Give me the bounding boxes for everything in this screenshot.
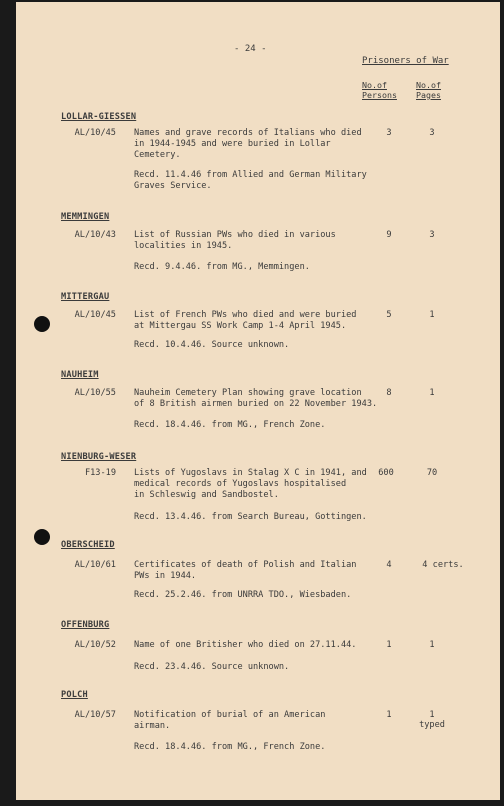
persons-count: 8: [386, 388, 392, 398]
section-heading: NIENBURG-WESER: [61, 452, 137, 462]
section-heading: NAUHEIM: [61, 370, 99, 380]
persons-count: 5: [386, 310, 392, 320]
pages-count: 1 typed: [419, 710, 445, 730]
received-note: Recd. 23.4.46. Source unknown.: [134, 662, 290, 672]
entry-description: Nauheim Cemetery Plan showing grave location of 8 British airmen buried on 22 November 1943.: [134, 388, 378, 409]
persons-count: 1: [386, 640, 392, 650]
entry-description: Lists of Yugoslavs in Stalag X C in 1941, and medical records of Yugoslavs hospitalised in Schleswig and Sandbostel.: [134, 468, 367, 500]
reference-number: F13-19: [84, 468, 116, 478]
reference-number: AL/10/61: [74, 560, 116, 570]
reference-number: AL/10/43: [74, 230, 116, 240]
received-note: Recd. 13.4.46. from Search Bureau, Gottingen.: [134, 512, 367, 522]
section-heading: MITTERGAU: [61, 292, 110, 302]
entry-description: Names and grave records of Italians who died in 1944-1945 and were buried in Lollar Cemetery.: [134, 128, 362, 160]
received-note: Recd. 11.4.46 from Allied and German Military Graves Service.: [134, 170, 367, 191]
pages-count: 1: [429, 640, 435, 650]
section-heading: POLCH: [61, 690, 88, 700]
received-note: Recd. 25.2.46. from UNRRA TDO., Wiesbaden.: [134, 590, 352, 600]
section-heading: MEMMINGEN: [61, 212, 110, 222]
document-page: [16, 2, 500, 800]
received-note: Recd. 9.4.46. from MG., Memmingen.: [134, 262, 310, 272]
persons-count: 600: [378, 468, 394, 478]
reference-number: AL/10/57: [74, 710, 116, 720]
section-heading: OBERSCHEID: [61, 540, 115, 550]
pages-count: 3: [429, 230, 435, 240]
pages-count: 70: [426, 468, 438, 478]
persons-column-header: No.of Persons: [362, 80, 397, 100]
persons-count: 4: [386, 560, 392, 570]
pages-count: 4 certs.: [422, 560, 464, 570]
pages-count: 1: [429, 388, 435, 398]
entry-description: List of Russian PWs who died in various localities in 1945.: [134, 230, 336, 251]
persons-count: 1: [386, 710, 392, 720]
entry-description: Name of one Britisher who died on 27.11.44.: [134, 640, 357, 650]
reference-number: AL/10/45: [74, 310, 116, 320]
pages-count: 3: [429, 128, 435, 138]
reference-number: AL/10/45: [74, 128, 116, 138]
page-number: - 24 -: [234, 44, 267, 54]
received-note: Recd. 10.4.46. Source unknown.: [134, 340, 290, 350]
pages-count: 1: [429, 310, 435, 320]
persons-count: 3: [386, 128, 392, 138]
entry-description: List of French PWs who died and were buried at Mittergau SS Work Camp 1-4 April 1945.: [134, 310, 357, 331]
entry-description: Certificates of death of Polish and Italian PWs in 1944.: [134, 560, 357, 581]
persons-count: 9: [386, 230, 392, 240]
section-heading: OFFENBURG: [61, 620, 110, 630]
reference-number: AL/10/52: [74, 640, 116, 650]
entry-description: Notification of burial of an American airman.: [134, 710, 326, 731]
section-heading: LOLLAR-GIESSEN: [61, 112, 137, 122]
received-note: Recd. 18.4.46. from MG., French Zone.: [134, 420, 326, 430]
pages-column-header: No.of Pages: [416, 80, 441, 100]
reference-number: AL/10/55: [74, 388, 116, 398]
punch-hole: [34, 529, 50, 545]
column-group-title: Prisoners of War: [362, 56, 449, 66]
received-note: Recd. 18.4.46. from MG., French Zone.: [134, 742, 326, 752]
